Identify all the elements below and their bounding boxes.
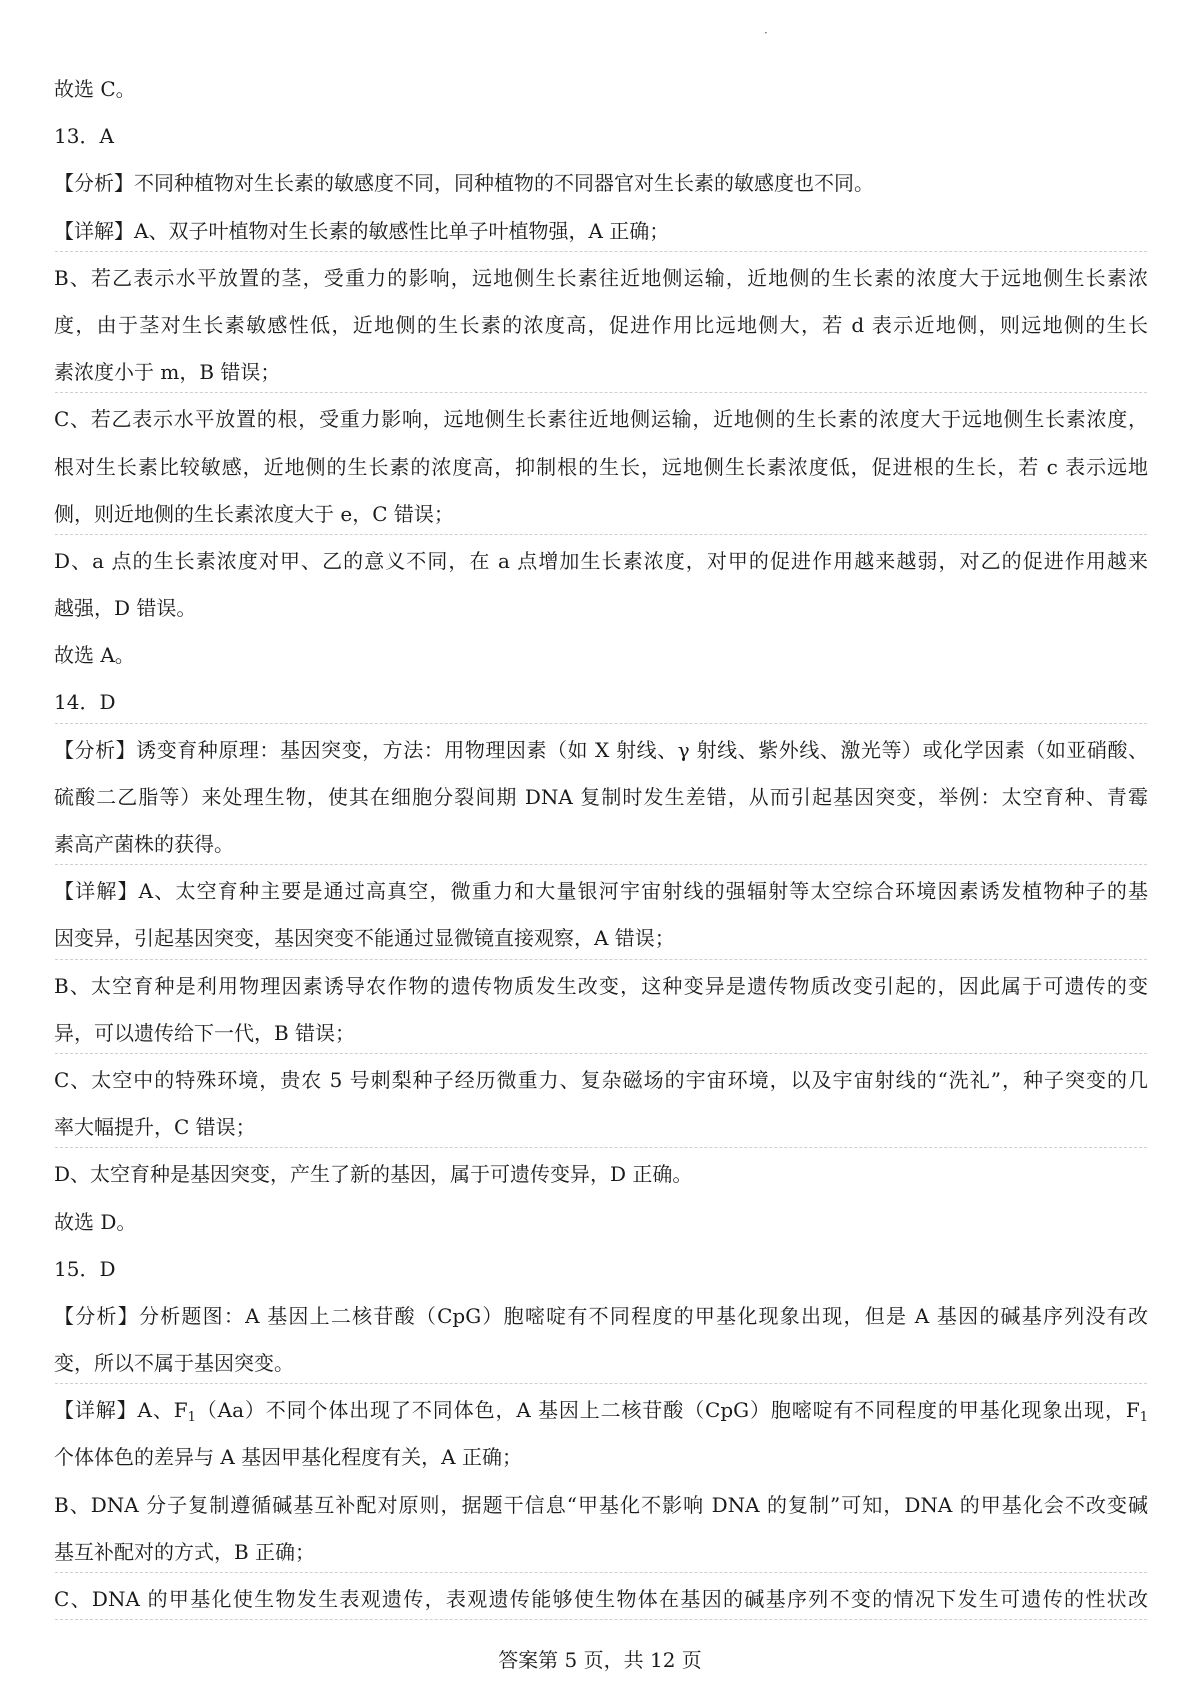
subscript: 1	[187, 1410, 196, 1426]
text-line: 因变异，引起基因突变，基因突变不能通过显微镜直接观察，A 错误；	[54, 915, 1148, 962]
text-line: 故选 C。	[54, 77, 136, 101]
text-line: 【详解】A、双子叶植物对生长素的敏感性比单子叶植物强，A 正确；	[54, 208, 1148, 255]
text-line: 越强，D 错误。	[54, 596, 197, 621]
text-line: C、太空中的特殊环境，贵农 5 号刺梨种子经历微重力、复杂磁场的宇宙环境，以及宇宙射线的“洗礼”，种子突变的几	[54, 1067, 1148, 1092]
text-line	[54, 1387, 1148, 1434]
text-line: B、DNA 分子复制遵循碱基互补配对原则，据题干信息“甲基化不影响 DNA 的复制”可知，DNA 的甲基化会不改变碱	[54, 1492, 1148, 1517]
text-line: 13．A	[54, 124, 114, 149]
text-line: D、太空育种是基因突变，产生了新的基因，属于可遗传变异，D 正确。	[54, 1162, 693, 1187]
text-line: 变，所以不属于基因突变。	[54, 1340, 1148, 1387]
text-line: 异，可以遗传给下一代，B 错误；	[54, 1010, 1148, 1057]
text-line: 15．D	[54, 1256, 116, 1281]
page-footer: 答案第 5 页，共 12 页	[498, 1648, 702, 1672]
text-line: 【分析】分析题图：A 基因上二核苷酸（CpG）胞嘧啶有不同程度的甲基化现象出现，但是 A 基因的碱基序列没有改	[54, 1303, 1148, 1328]
text-fragment: （Aa）不同个体出现了不同体色，A 基因上二核苷酸（CpG）胞嘧啶有不同程度的甲基化现象出现，F	[195, 1398, 1140, 1423]
text-line: B、若乙表示水平放置的茎，受重力的影响，远地侧生长素往近地侧运输，近地侧的生长素的浓度大于远地侧生长素浓	[54, 265, 1148, 290]
text-line: 率大幅提升，C 错误；	[54, 1104, 1148, 1151]
text-line: 【分析】诱变育种原理：基因突变，方法：用物理因素（如 X 射线、γ 射线、紫外线、激光等）或化学因素（如亚硝酸、	[54, 737, 1148, 762]
text-fragment: 【详解】A、F	[54, 1398, 188, 1423]
text-line: C、DNA 的甲基化使生物发生表观遗传，表观遗传能够使生物体在基因的碱基序列不变的情况下发生可遗传的性状改	[54, 1576, 1148, 1623]
text-line: 【详解】A、太空育种主要是通过高真空，微重力和大量银河宇宙射线的强辐射等太空综合环境因素诱发植物种子的基	[54, 879, 1148, 904]
top-mark: ·	[764, 26, 768, 40]
text-line: 14．D	[54, 679, 1148, 726]
text-line: 侧，则近地侧的生长素浓度大于 e，C 错误；	[54, 491, 1148, 538]
text-line: 素浓度小于 m，B 错误；	[54, 349, 1148, 396]
text-line: C、若乙表示水平放置的根，受重力影响，远地侧生长素往近地侧运输，近地侧的生长素的浓度大于远地侧生长素浓度，	[54, 407, 1148, 432]
text-line: 硫酸二乙脂等）来处理生物，使其在细胞分裂间期 DNA 复制时发生差错，从而引起基因突变，举例：太空育种、青霉	[54, 784, 1148, 809]
text-line: 度，由于茎对生长素敏感性低，近地侧的生长素的浓度高，促进作用比远地侧大，若 d 表示近地侧，则远地侧的生长	[54, 312, 1148, 337]
text-line: B、太空育种是利用物理因素诱导农作物的遗传物质发生改变，这种变异是遗传物质改变引起的，因此属于可遗传的变	[54, 973, 1148, 998]
text-line: 故选 A。	[54, 643, 135, 668]
text-line: 个体体色的差异与 A 基因甲基化程度有关，A 正确；	[54, 1445, 522, 1470]
text-line: 根对生长素比较敏感，近地侧的生长素的浓度高，抑制根的生长，远地侧生长素浓度低，促进根的生长，若 c 表示远地	[54, 454, 1148, 479]
text-line: 基互补配对的方式，B 正确；	[54, 1529, 1148, 1576]
text-line: D、a 点的生长素浓度对甲、乙的意义不同，在 a 点增加生长素浓度，对甲的促进作用越来越弱，对乙的促进作用越来	[54, 548, 1148, 573]
text-line: 【分析】不同种植物对生长素的敏感度不同，同种植物的不同器官对生长素的敏感度也不同。	[54, 171, 874, 196]
text-line: 素高产菌株的获得。	[54, 821, 1148, 868]
subscript: 1	[1139, 1410, 1148, 1426]
answer-content	[54, 66, 1148, 1623]
text-line: 故选 D。	[54, 1209, 137, 1234]
